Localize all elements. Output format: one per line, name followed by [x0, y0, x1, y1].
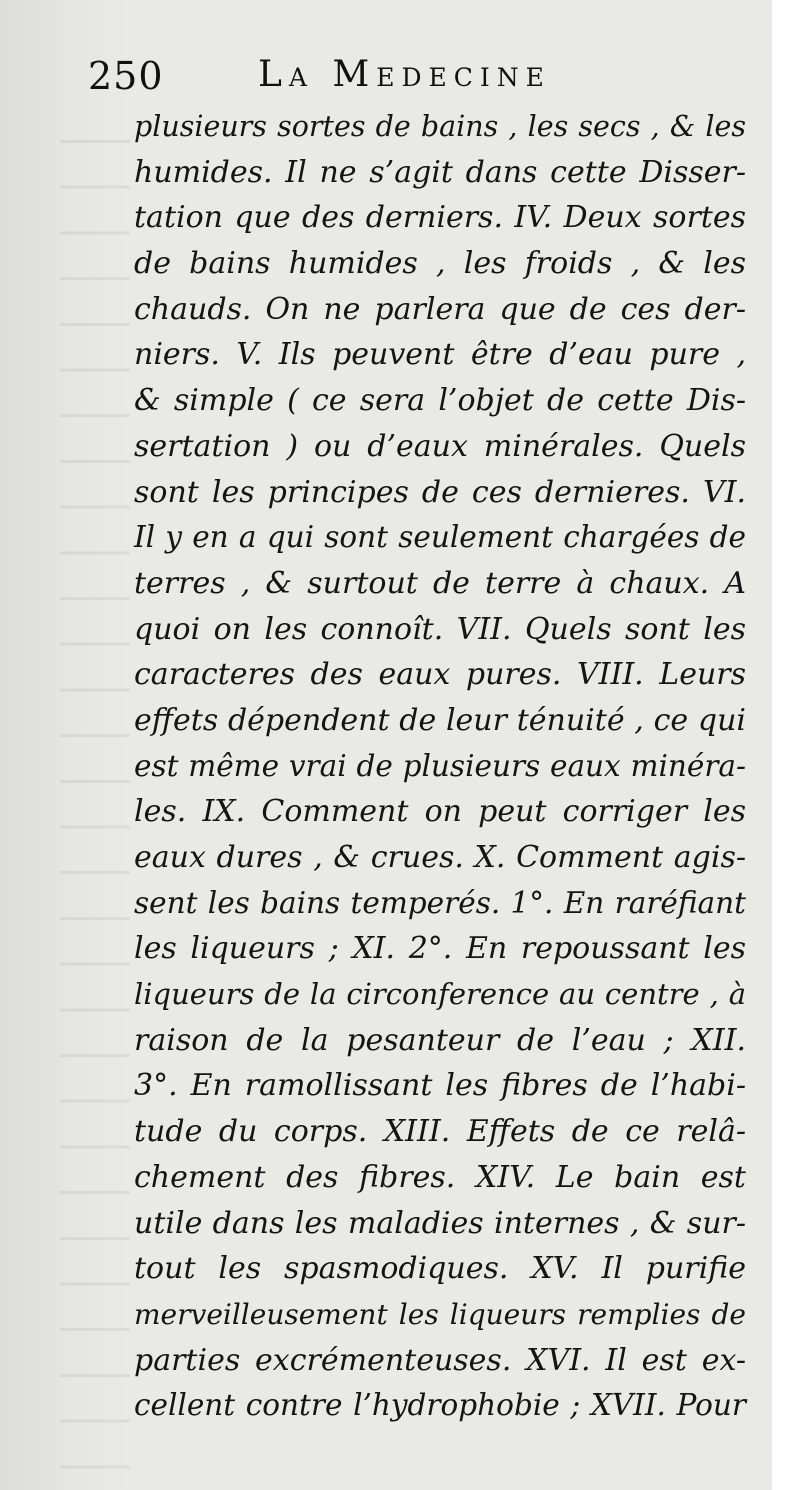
text-line: tout les spasmodiques. XV. Il purifie — [134, 1251, 746, 1287]
text-line: chement des fibres. XIV. Le bain est — [134, 1159, 746, 1195]
text-line: plusieurs sortes de bains , les secs , & les — [134, 110, 746, 143]
text-line: liqueurs de la circonference au centre , à — [134, 977, 746, 1012]
text-line: les. IX. Comment on peut corriger les — [134, 794, 746, 830]
text-line: Il y en a qui sont seulement chargées de — [134, 520, 746, 555]
text-line: quoi on les connoît. VII. Quels sont les — [134, 611, 746, 647]
page-number: 250 — [88, 54, 164, 98]
text-line: sent les bains temperés. 1°. En raréfiant — [134, 885, 746, 920]
text-line: raison de la pesanteur de l’eau ; XII. — [134, 1022, 746, 1058]
text-line: effets dépendent de leur ténuité , ce qui — [134, 702, 746, 738]
text-line: 3°. En ramollissant les fibres de l’habi- — [134, 1068, 746, 1104]
text-line: sont les principes de ces dernieres. VI. — [134, 474, 746, 510]
text-line: les liqueurs ; XI. 2°. En repoussant les — [134, 931, 746, 967]
text-line: utile dans les maladies internes , & sur- — [134, 1205, 746, 1241]
body-text — [134, 104, 746, 1429]
text-line: est même vrai de plusieurs eaux minéra- — [134, 748, 746, 783]
text-line: humides. Il ne s’agit dans cette Disser- — [134, 154, 746, 190]
text-line: terres , & surtout de terre à chaux. A — [134, 565, 746, 601]
text-line: tation que des derniers. IV. Deux sortes — [134, 200, 746, 236]
text-line: de bains humides , les froids , & les — [134, 246, 746, 282]
scan-margin — [772, 0, 800, 1490]
bleed-through-marks — [60, 110, 130, 1490]
text-line: niers. V. Ils peuvent être d’eau pure , — [134, 337, 746, 373]
text-line: eaux dures , & crues. X. Comment agis- — [134, 840, 746, 875]
text-line: chauds. On ne parlera que de ces der- — [134, 291, 746, 327]
text-line: cellent contre l’hydrophobie ; XVII. Pour — [134, 1388, 746, 1423]
text-line: parties excrémenteuses. XVI. Il est ex- — [134, 1342, 746, 1378]
page-header — [88, 50, 748, 106]
text-line: & simple ( ce sera l’objet de cette Dis- — [134, 383, 746, 419]
text-line: tude du corps. XIII. Effets de ce relâ- — [134, 1114, 746, 1150]
text-line: caracteres des eaux pures. VIII. Leurs — [134, 657, 746, 693]
text-line: merveilleusement les liqueurs remplies de — [134, 1297, 746, 1331]
text-line: sertation ) ou d’eaux minérales. Quels — [134, 428, 746, 464]
running-head: La Medecine — [258, 54, 551, 95]
